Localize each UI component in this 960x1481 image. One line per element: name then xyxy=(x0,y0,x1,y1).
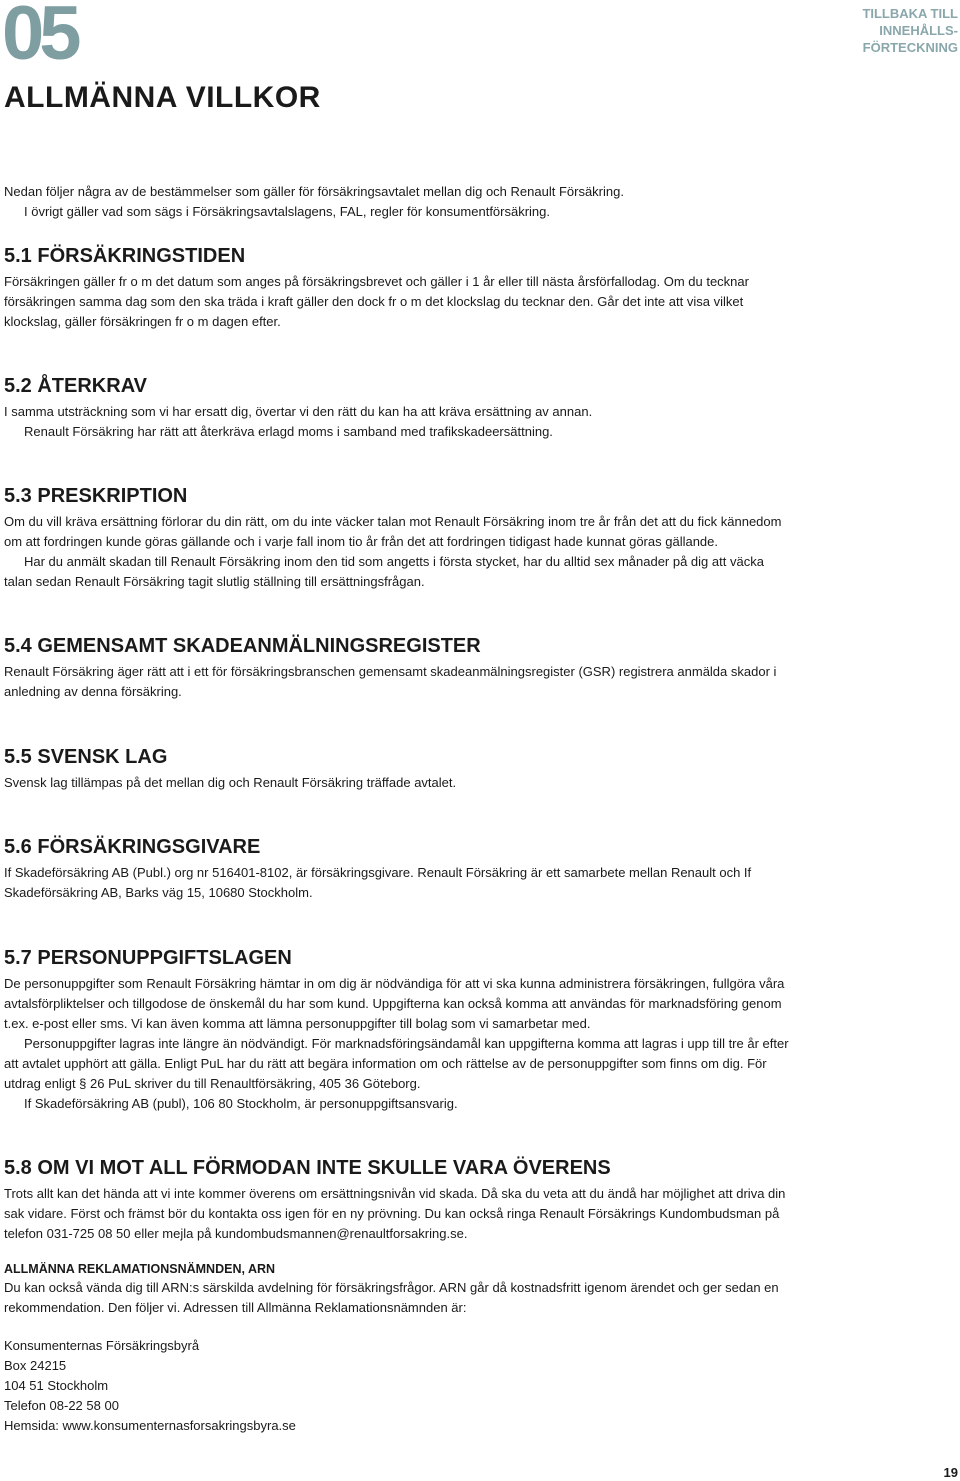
back-to-toc-link[interactable] xyxy=(848,5,958,56)
address-web: Hemsida: www.konsumenternasforsakringsbyra.se xyxy=(4,1418,296,1433)
chapter-number: 05 xyxy=(2,0,77,76)
address-phone: Telefon 08-22 58 00 xyxy=(4,1398,119,1413)
section-paragraph: Om du vill kräva ersättning förlorar du din rätt, om du inte väcker talan mot Renault Försäkring inom tre år från det att du fick kännedom om att fordringen kunde göras gällande och i varje fall inom tio år från det att fordringen tidigast hade kunnat göras gällande. xyxy=(4,514,782,549)
section-5-1 xyxy=(4,244,794,332)
section-title: 5.5 SVENSK LAG xyxy=(4,746,168,768)
section-5-7 xyxy=(4,946,794,1114)
page-number: 19 xyxy=(943,1465,958,1480)
section-paragraph: Har du anmält skadan till Renault Försäkring inom den tid som angetts i första stycket, har du alltid sex månader på dig att väcka talan sedan Renault Försäkring tagit slutlig ställning till ersättningsfrågan. xyxy=(4,554,764,589)
section-title: 5.4 GEMENSAMT SKADEANMÄLNINGSREGISTER xyxy=(4,635,481,657)
section-5-8 xyxy=(4,1156,794,1436)
section-title: 5.1 FÖRSÄKRINGSTIDEN xyxy=(4,245,246,267)
section-title: 5.8 OM VI MOT ALL FÖRMODAN INTE SKULLE VARA ÖVERENS xyxy=(4,1157,611,1179)
section-5-4 xyxy=(4,634,794,702)
intro-line-1: Nedan följer några av de bestämmelser som gäller för försäkringsavtalet mellan dig och Renault Försäkring. xyxy=(4,184,624,199)
section-title: 5.6 FÖRSÄKRINGSGIVARE xyxy=(4,836,261,858)
section-5-2 xyxy=(4,374,794,442)
section-title: 5.7 PERSONUPPGIFTSLAGEN xyxy=(4,947,292,969)
section-paragraph: Personuppgifter lagras inte längre än nödvändigt. För marknadsföringsändamål kan uppgifterna komma att lagras i upp till tre år efter att avtalet upphört att gälla. Enligt PuL har du rätt att begära information om och rättelse av de personuppgifter som finns om dig. För utdrag enligt § 26 PuL skriver du till Renaultförsäkring, 405 36 Göteborg. xyxy=(4,1036,789,1091)
arn-paragraph: Du kan också vända dig till ARN:s särskilda avdelning för försäkringsfrågor. ARN går då kostnadsfritt igenom ärendet och ger sedan en rekommendation. Den följer vi. Adressen till Allmänna Reklamationsnämnden är: xyxy=(4,1280,779,1315)
section-title: 5.3 PRESKRIPTION xyxy=(4,485,188,507)
address-block xyxy=(4,1336,794,1436)
back-link-line-3: FÖRTECKNING xyxy=(862,40,958,55)
back-link-line-1: TILLBAKA TILL xyxy=(862,6,958,21)
section-5-3 xyxy=(4,484,794,592)
section-5-5 xyxy=(4,745,794,793)
section-title: 5.2 ÅTERKRAV xyxy=(4,375,147,397)
intro-text xyxy=(4,182,794,222)
address-name: Konsumenternas Försäkringsbyrå xyxy=(4,1338,200,1353)
section-paragraph: Renault Försäkring har rätt att återkräva erlagd moms i samband med trafikskadeersättning. xyxy=(24,424,553,439)
address-box: Box 24215 xyxy=(4,1358,67,1373)
section-paragraph: Svensk lag tillämpas på det mellan dig och Renault Försäkring träffade avtalet. xyxy=(4,775,457,790)
section-paragraph: Försäkringen gäller fr o m det datum som anges på försäkringsbrevet och gäller i 1 år eller till nästa årsförfallodag. Om du tecknar försäkringen samma dag som den ska träda i kraft gäller den dock fr o m det klockslag du tecknar den. Går det inte att visa vilket klockslag, gäller försäkringen fr o m dagen efter. xyxy=(4,274,749,329)
section-paragraph: I samma utsträckning som vi har ersatt dig, övertar vi den rätt du kan ha att kräva ersättning av annan. xyxy=(4,404,593,419)
section-5-6 xyxy=(4,835,794,903)
section-paragraph: Trots allt kan det hända att vi inte kommer överens om ersättningsnivån vid skada. Då ska du veta att du ändå har möjlighet att driva din sak vidare. Först och främst bör du kontakta oss igen för en ny prövning. Du kan också ringa Renault Försäkrings Kundombudsman på telefon 031-725 08 50 eller mejla på kundombudsmannen@renaultforsakring.se. xyxy=(4,1186,786,1241)
section-paragraph: If Skadeförsäkring AB (Publ.) org nr 516401-8102, är försäkringsgivare. Renault Försäkring är ett samarbete mellan Renault och If Skadeförsäkring AB, Barks väg 15, 10680 Stockholm. xyxy=(4,865,752,900)
address-city: 104 51 Stockholm xyxy=(4,1378,109,1393)
arn-heading: ALLMÄNNA REKLAMATIONSNÄMNDEN, ARN xyxy=(4,1262,276,1276)
section-paragraph: De personuppgifter som Renault Försäkring hämtar in om dig är nödvändiga för att vi ska kunna administrera försäkringen, fullgöra våra avtalsförpliktelser och tillgodose de önskemål du har som kund. Uppgifterna kan också komma att användas för marknadsföring genom t.ex. e-post eller sms. Vi kan även komma att lämna personuppgifter till bolag som vi samarbetar med. xyxy=(4,976,785,1031)
chapter-title: ALLMÄNNA VILLKOR xyxy=(4,81,321,114)
intro-line-2: I övrigt gäller vad som sägs i Försäkringsavtalslagens, FAL, regler för konsumentförsäkring. xyxy=(24,204,551,219)
section-paragraph: If Skadeförsäkring AB (publ), 106 80 Stockholm, är personuppgiftsansvarig. xyxy=(24,1096,458,1111)
section-paragraph: Renault Försäkring äger rätt att i ett för försäkringsbranschen gemensamt skadeanmälningsregister (GSR) registrera anmälda skador i anledning av denna försäkring. xyxy=(4,664,777,699)
back-link-line-2: INNEHÅLLS- xyxy=(879,23,958,38)
